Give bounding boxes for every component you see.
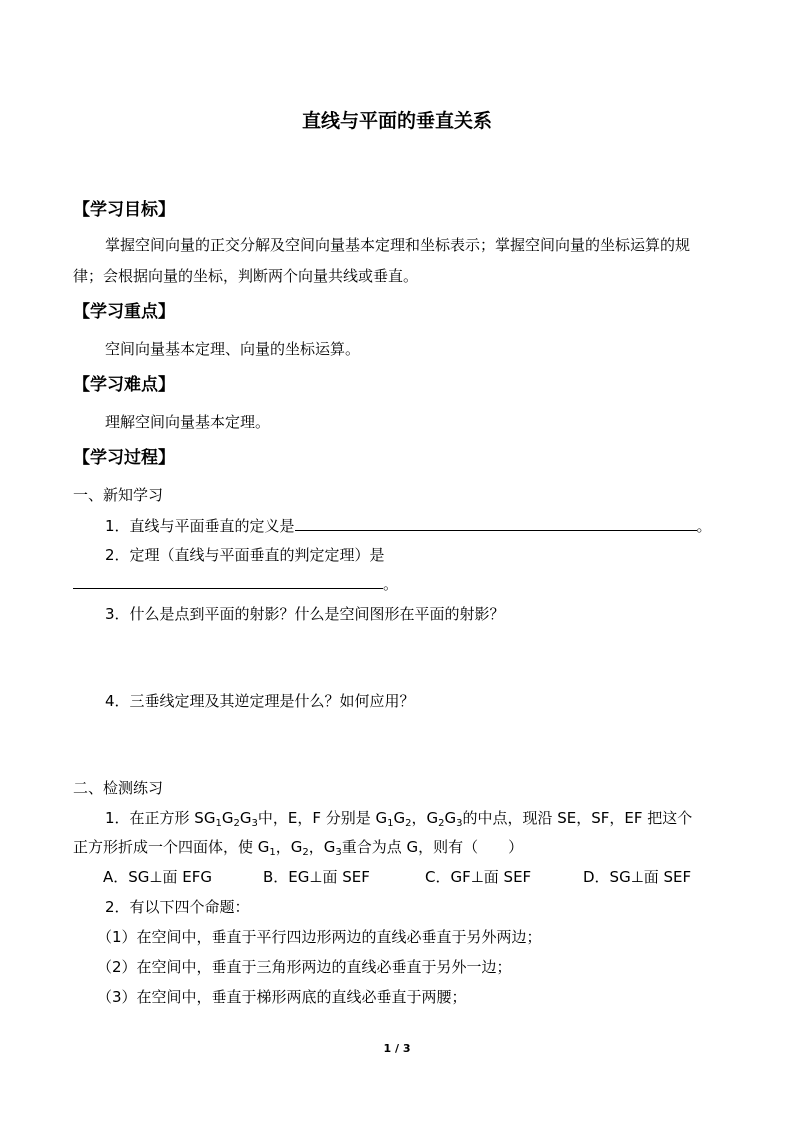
goal-text: 掌握空间向量的正交分解及空间向量基本定理和坐标表示；掌握空间向量的坐标运算的规律；会根据向量的坐标，判断两个向量共线或垂直。 [73,236,691,285]
proposition-2: （2）在空间中，垂直于三角形两边的直线必垂直于另外一边； [97,958,512,976]
page-number: 1 / 3 [383,1042,411,1055]
proposition-3: （3）在空间中，垂直于梯形两底的直线必垂直于两腰； [97,988,467,1006]
exercise-1-line-1: 1．在正方形 $SG_1G_2G_3$中，E，F 分别是 $G_1G_2$，$G_2G_3$的中点，现沿 SE，SF，EF 把这个 [105,809,693,829]
difficulty-text: 理解空间向量基本定理。 [105,413,271,431]
option-a[interactable]: A．SG⊥面 EFG [103,868,212,886]
section-heading-goal: 【学习目标】 [73,200,175,220]
key-text: 空间向量基本定理、向量的坐标运算。 [105,340,361,358]
section-heading-key: 【学习重点】 [73,302,175,322]
page-title: 直线与平面的垂直关系 [301,110,492,132]
option-d[interactable]: D．SG⊥面 SEF [583,868,692,886]
question-3: 3．什么是点到平面的射影？什么是空间图形在平面的射影？ [105,605,505,623]
question-1 [105,514,712,536]
option-c[interactable]: C．GF⊥面 SEF [425,868,532,886]
question-4: 4．三垂线定理及其逆定理是什么？如何应用？ [105,692,415,710]
part2-heading: 二、检测练习 [73,779,164,797]
answer-blank[interactable] [73,572,383,589]
question-1-end: 。 [696,517,712,535]
proposition-1: （1）在空间中，垂直于平行四边形两边的直线必垂直于另外两边； [97,928,542,946]
section-heading-difficulty: 【学习难点】 [73,375,175,395]
question-2-end: 。 [383,575,399,593]
section-heading-process: 【学习过程】 [73,448,175,468]
answer-blank[interactable] [295,514,697,531]
exercise-2: 2．有以下四个命题： [105,898,250,916]
exercise-1-line-2: 正方形折成一个四面体，使 $G_1$，$G_2$，$G_3$重合为点 G，则有（ ） [73,838,524,858]
question-1-text: 1．直线与平面垂直的定义是 [105,517,295,535]
part1-heading: 一、新知学习 [73,486,164,504]
question-2: 2．定理（直线与平面垂直的判定定理）是 [105,546,385,564]
exercise-1-options [103,866,691,887]
question-2-blank-line [73,572,398,594]
option-b[interactable]: B．EG⊥面 SEF [263,868,370,886]
